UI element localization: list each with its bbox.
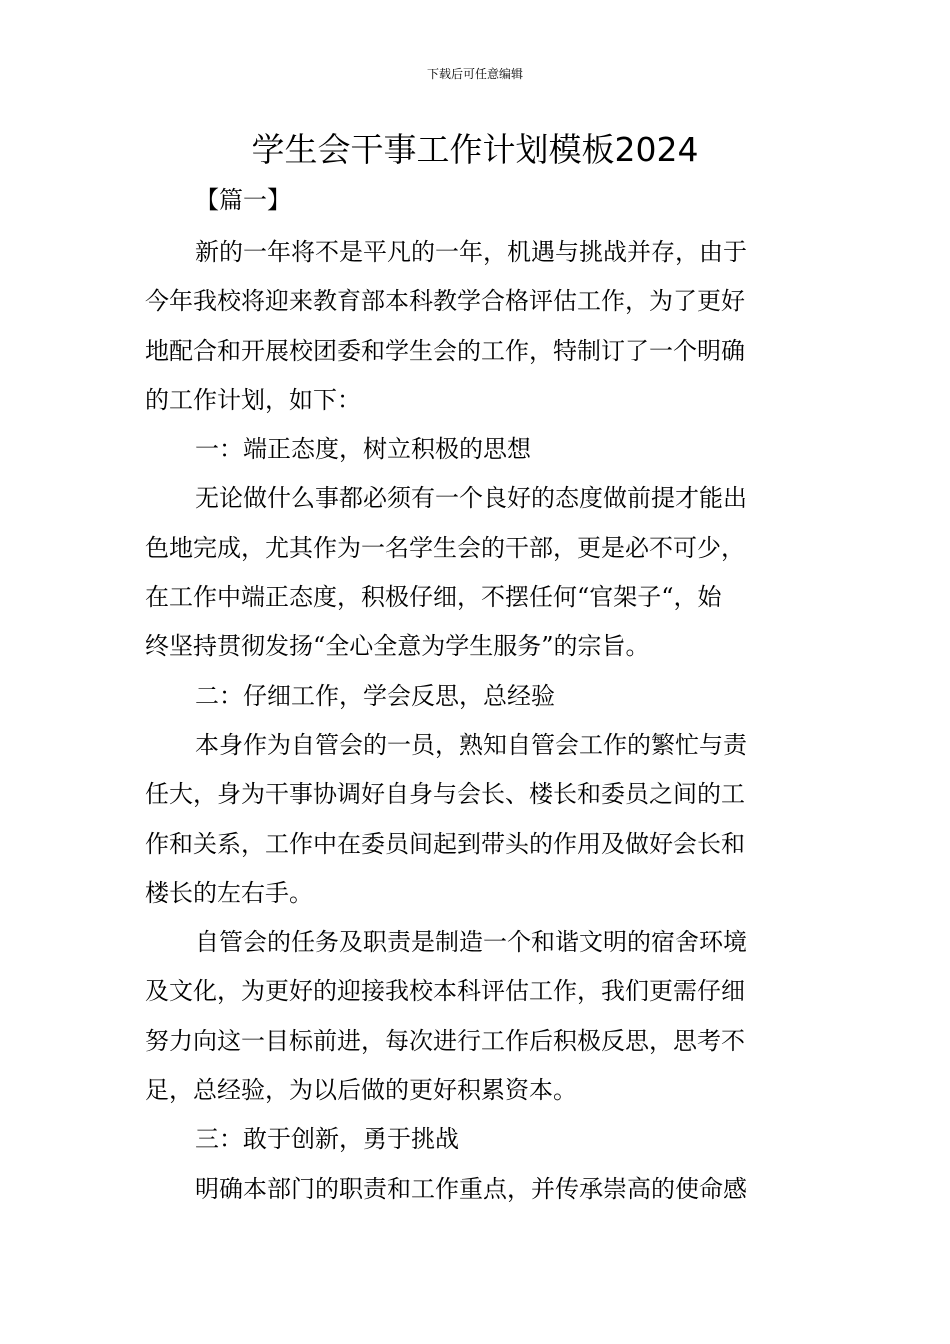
body-line: 足，总经验，为以后做的更好积累资本。 bbox=[145, 1076, 577, 1105]
body-line: 一：端正态度，树立积极的思想 bbox=[195, 435, 531, 464]
body-line: 及文化，为更好的迎接我校本科评估工作，我们更需仔细 bbox=[145, 977, 745, 1006]
body-line: 新的一年将不是平凡的一年，机遇与挑战并存，由于 bbox=[195, 238, 747, 266]
body-line: 色地完成，尤其作为一名学生会的干部，更是必不可少， bbox=[145, 533, 745, 562]
page-header-note: 下载后可任意编辑 bbox=[426, 67, 523, 81]
body-line: 努力向这一目标前进，每次进行工作后积极反思，思考不 bbox=[145, 1026, 745, 1055]
body-line: 无论做什么事都必须有一个良好的态度做前提才能出 bbox=[195, 484, 747, 513]
body-line: 地配合和开展校团委和学生会的工作，特制订了一个明确 bbox=[145, 336, 745, 365]
body-line: 自管会的任务及职责是制造一个和谐文明的宿舍环境 bbox=[195, 928, 747, 957]
document-body bbox=[145, 228, 809, 1214]
body-line: 二：仔细工作，学会反思，总经验 bbox=[195, 681, 555, 710]
body-line: 三：敢于创新，勇于挑战 bbox=[195, 1125, 459, 1154]
body-line: 本身作为自管会的一员，熟知自管会工作的繁忙与责 bbox=[195, 730, 747, 759]
body-line: 在工作中端正态度，积极仔细，不摆任何“官架子“，始 bbox=[145, 583, 722, 612]
document-title: 学生会干事工作计划模板2024 bbox=[251, 130, 699, 169]
body-line: 作和关系，工作中在委员间起到带头的作用及做好会长和 bbox=[145, 829, 745, 858]
body-line: 的工作计划，如下： bbox=[145, 385, 361, 414]
body-line: 楼长的左右手。 bbox=[145, 878, 313, 907]
body-line: 明确本部门的职责和工作重点，并传承崇高的使命感 bbox=[195, 1174, 747, 1203]
body-line: 任大，身为干事协调好自身与会长、楼长和委员之间的工 bbox=[145, 780, 745, 809]
section-label: 【篇一】 bbox=[195, 186, 291, 214]
body-line: 终坚持贯彻发扬“全心全意为学生服务”的宗旨。 bbox=[145, 632, 650, 661]
body-line: 今年我校将迎来教育部本科教学合格评估工作，为了更好 bbox=[145, 287, 745, 316]
